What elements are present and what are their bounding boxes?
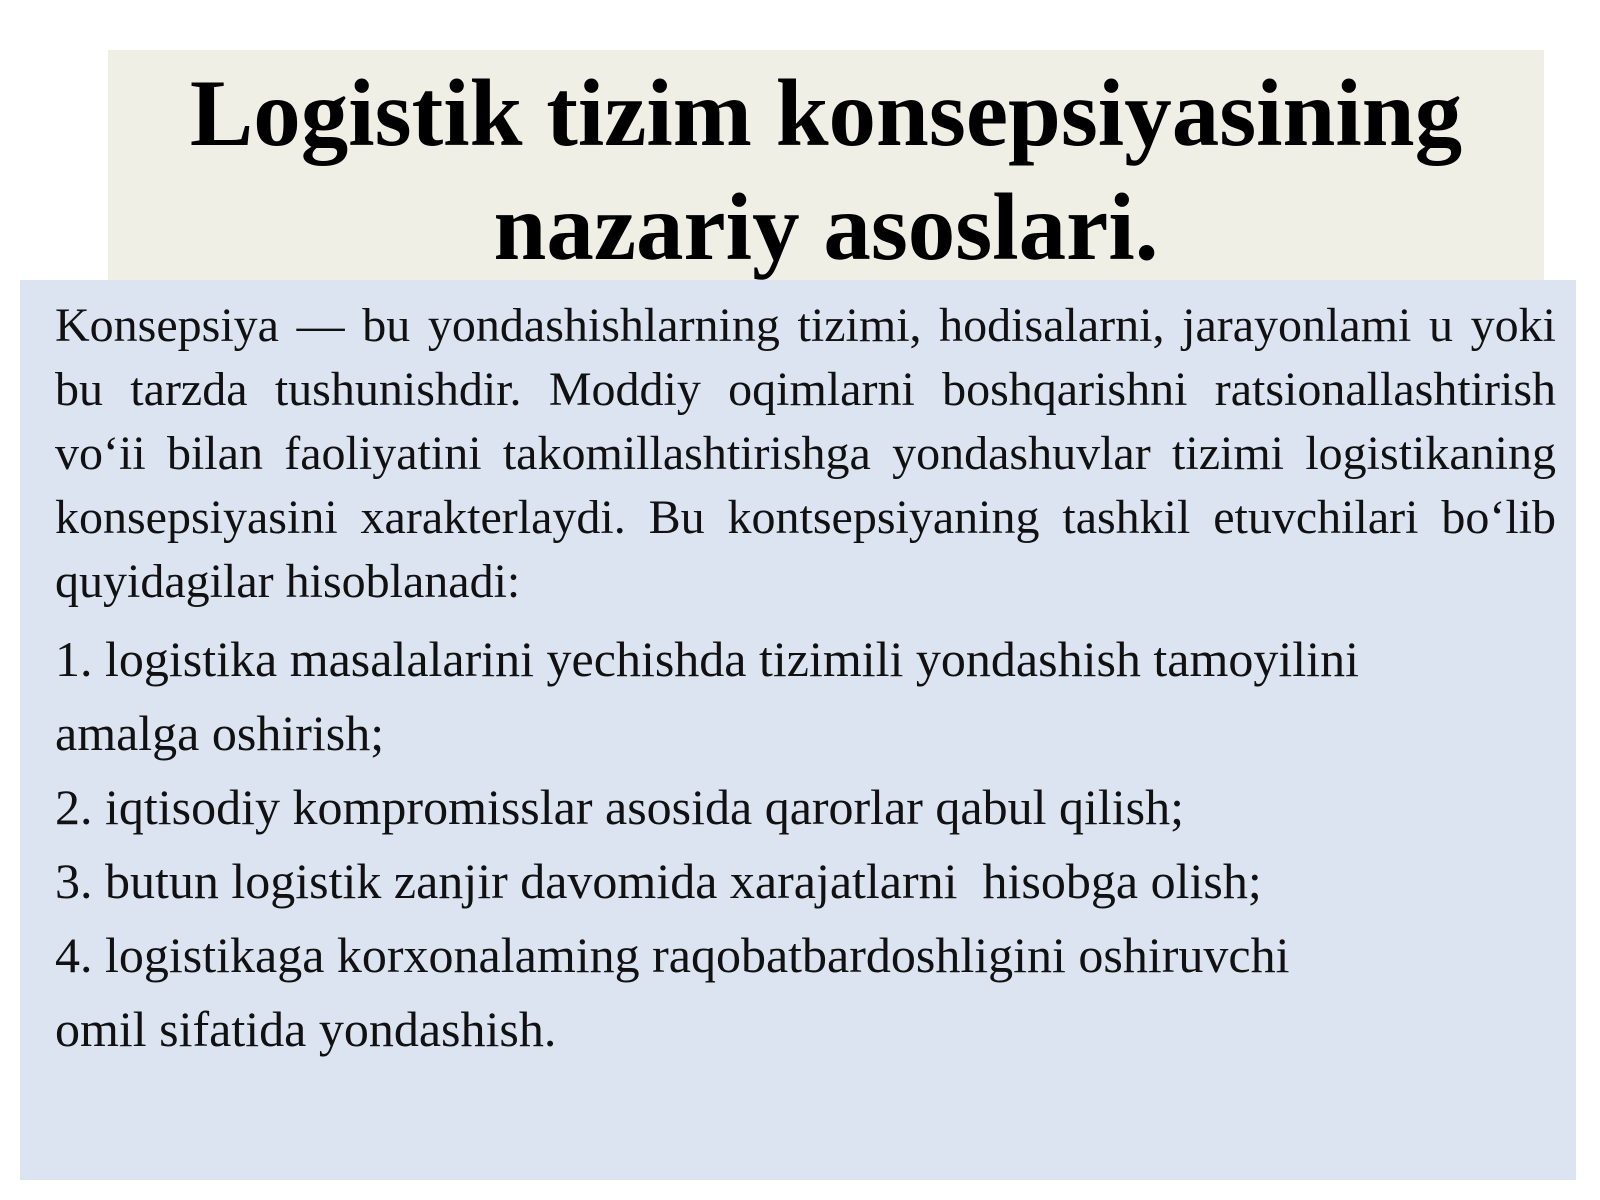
slide-title: Logistik tizim konsepsiyasining nazariy asoslari. (189, 60, 1463, 280)
content-panel (20, 280, 1576, 1180)
list-item: 4. logistikaga korxonalaming raqobatbardoshligini oshiruvchi omil sifatida yondashish. (55, 927, 1290, 1057)
intro-paragraph: Konsepsiya — bu yondashishlarning tizimi, hodisalarni, jarayonlami u yoki bu tarzda tushunishdir. Moddiy oqimlarni boshqarishni ratsionallashtirish vo‘ii bilan faoliyatini takomillashtirishga yondashuvlar tizimi logistikaning konsepsiyasini xarakterlaydi. Bu kontsepsiyaning tashkil etuvchilari bo‘lib quyidagilar hisoblanadi: (55, 299, 1556, 608)
list-item: 3. butun logistik zanjir davomida xarajatlarni hisobga olish; (55, 853, 1262, 909)
list-item: 1. logistika masalalarini yechishda tizimili yondashish tamoyilini amalga oshirish; (55, 631, 1359, 761)
components-list (55, 622, 1556, 1066)
title-panel (108, 50, 1544, 280)
list-item: 2. iqtisodiy kompromisslar asosida qarorlar qabul qilish; (55, 779, 1185, 835)
